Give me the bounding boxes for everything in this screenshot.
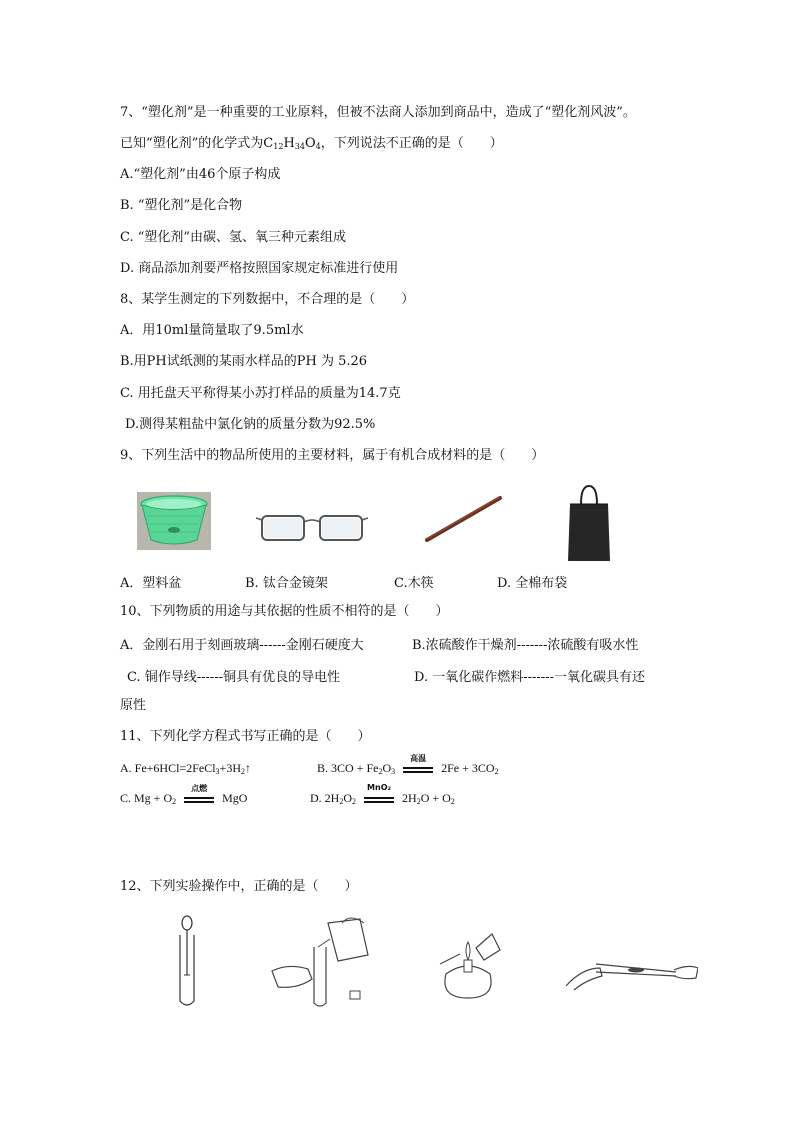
q11-d-condition: MnO₂ (367, 783, 391, 793)
q7-option-b: B. “塑化剂”是化合物 (120, 198, 243, 213)
plastic-basin-image (137, 492, 211, 550)
q8-option-d: D.测得某粗盐中氯化钠的质量分数为92.5% (125, 417, 376, 432)
q7-sub-o: 4 (315, 142, 321, 151)
q9-stem: 9、下列生活中的物品所使用的主要材料，属于有机合成材料的是（ ） (120, 448, 545, 463)
q11-b-sub2: 3 (391, 767, 396, 776)
q10-option-d: D. 一氧化碳作燃料-------一氧化碳具有还 (414, 670, 645, 685)
reaction-equals-icon (401, 754, 435, 776)
q7-formula-prefix: 已知“塑化剂”的化学式为C (120, 136, 274, 151)
q11-option-b (317, 754, 499, 776)
q11-option-c (120, 784, 248, 806)
q11-d-sub1: 2 (339, 797, 344, 806)
q7-formula-h: H (283, 136, 295, 151)
q11-b-sub1: 2 (378, 767, 383, 776)
q11-a-mid: +3H (219, 761, 241, 775)
q8-option-a: A．用10ml量筒量取了9.5ml水 (120, 323, 304, 338)
q10-option-b: B.浓硫酸作干燥剂-------浓硫酸有吸水性 (412, 638, 639, 653)
q8-option-b: B.用PH试纸测的某雨水样品的PH 为 5.26 (120, 354, 368, 369)
q11-d-mid: O (343, 791, 353, 805)
reaction-equals-icon (182, 784, 216, 806)
q11-d-product1: 2H (402, 791, 417, 805)
q7-formula-o: O (304, 136, 316, 151)
q11-b-product: 2Fe + 3CO (441, 761, 495, 775)
q11-a-sub2: 2 (240, 767, 245, 776)
pouring-liquid-image (268, 917, 372, 1009)
q11-stem: 11、下列化学方程式书写正确的是（ ） (120, 729, 371, 744)
up-arrow-icon: ↑ (244, 761, 251, 775)
q9-option-a: A．塑料盆 (120, 576, 182, 591)
q9-option-b: B. 钛合金镜架 (245, 576, 328, 591)
q10-option-a: A．金刚石用于刻画玻璃------金刚石硬度大 (120, 638, 364, 653)
q9-option-c: C.木筷 (394, 576, 434, 591)
q11-option-d (310, 783, 455, 806)
q11-d-sub2: 2 (352, 797, 357, 806)
q7-sub-h: 34 (294, 142, 305, 151)
cotton-bag-image (567, 484, 611, 562)
reaction-equals-icon (362, 783, 396, 806)
q11-a-sub1: 3 (215, 767, 220, 776)
q11-d-sub4: 2 (450, 797, 455, 806)
q11-d-product2: O + O (420, 791, 451, 805)
q8-option-c: C. 用托盘天平称得某小苏打样品的质量为14.7克 (120, 386, 401, 401)
q11-option-a (120, 761, 251, 776)
q11-c-product: MgO (222, 791, 248, 805)
alcohol-lamp-image (432, 924, 504, 1002)
titanium-glasses-image (256, 508, 368, 546)
q10-option-c: C. 铜作导线------铜具有优良的导电性 (127, 670, 341, 685)
q7-sub-c: 12 (273, 142, 284, 151)
q10-option-d-continued: 原性 (120, 698, 147, 713)
q7-question-suffix: ，下列说法不正确的是（ ） (320, 136, 503, 151)
q7-stem-line1: 7、“塑化剂”是一种重要的工业原料，但被不法商人添加到商品中，造成了“塑化剂风波”。 (120, 105, 636, 120)
q11-a-text: A. Fe+6HCl=2FeCl (120, 761, 216, 775)
q11-d-text: D. 2H (310, 791, 340, 805)
q11-d-sub3: 2 (416, 797, 421, 806)
dropper-test-tube-image (172, 915, 202, 1010)
q11-c-sub1: 2 (172, 797, 177, 806)
heating-test-tube-image (566, 946, 698, 992)
q8-stem: 8、某学生测定的下列数据中，不合理的是（ ） (120, 292, 415, 307)
wooden-chopstick-image (424, 494, 504, 544)
q11-b-mid: O (382, 761, 392, 775)
q11-b-sub3: 2 (494, 767, 499, 776)
q9-option-d: D. 全棉布袋 (497, 576, 568, 591)
q12-stem: 12、下列实验操作中，正确的是（ ） (120, 879, 358, 894)
q7-option-c: C. “塑化剂”由碳、氢、氧三种元素组成 (120, 230, 347, 245)
q7-option-d: D. 商品添加剂要严格按照国家规定标准进行使用 (120, 261, 399, 276)
q7-option-a: A.“塑化剂”由46个原子构成 (120, 167, 281, 182)
q11-b-condition: 高温 (410, 754, 427, 764)
q10-stem: 10、下列物质的用途与其依据的性质不相符的是（ ） (120, 604, 449, 619)
q7-stem-line2 (120, 135, 503, 156)
q11-c-condition: 点燃 (191, 784, 208, 794)
q11-c-text: C. Mg + O (120, 791, 173, 805)
q11-b-text: B. 3CO + Fe (317, 761, 379, 775)
